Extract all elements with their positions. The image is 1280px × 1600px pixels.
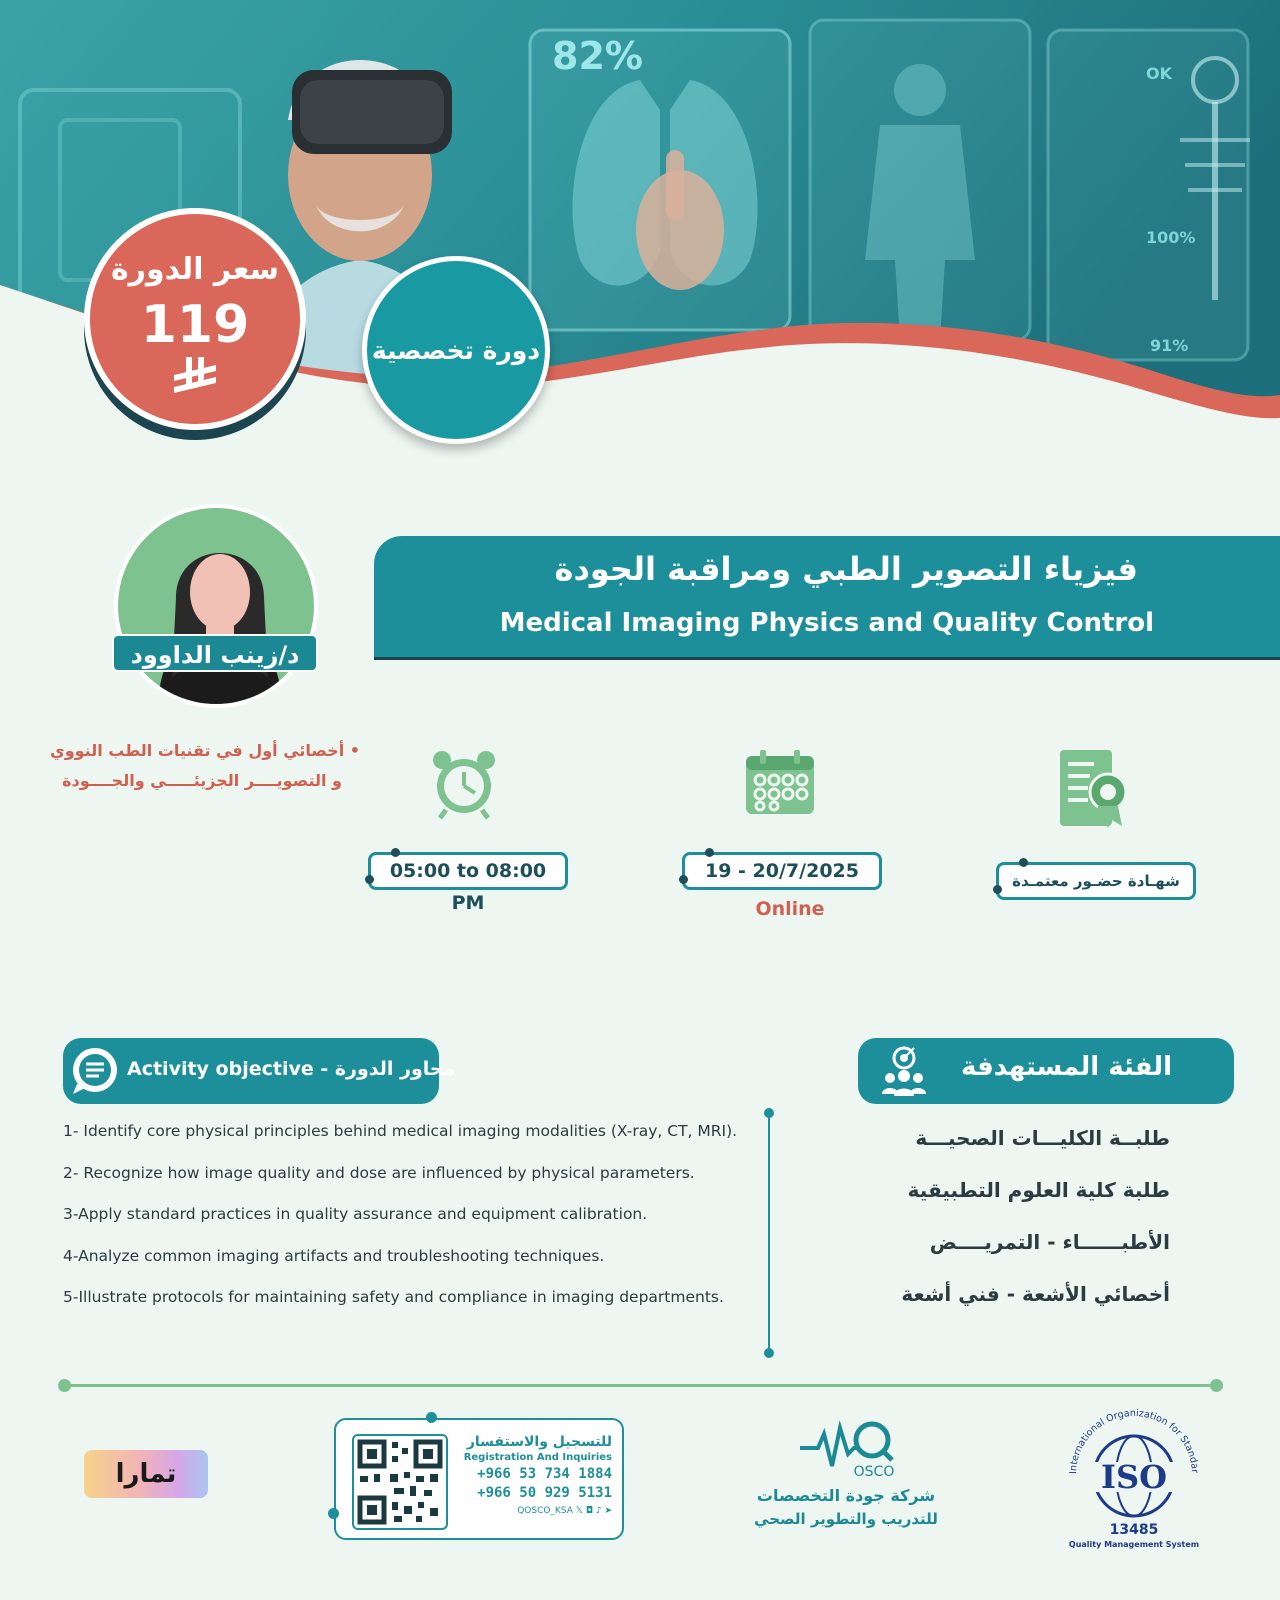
objective-item: 3-Apply standard practices in quality assurance and equipment calibration.: [63, 1205, 648, 1223]
iso-number: 13485: [1109, 1522, 1159, 1538]
audience-header: [858, 1038, 1234, 1104]
qosco-name: شركة جودة التخصصات: [756, 1486, 936, 1505]
qosco-subtitle: للتدريب والتطوير الصحي: [754, 1510, 938, 1528]
objectives-list: [63, 1122, 763, 1330]
social-handle[interactable]: [452, 1506, 612, 1516]
registration-card: [334, 1418, 624, 1540]
bio-line-2: و التصويــــر الجزيئـــــي والجــــودة: [62, 771, 342, 790]
instructor-bio: [50, 736, 360, 796]
qosco-logo: [748, 1410, 944, 1540]
certificate-icon: [1058, 748, 1130, 830]
footer-divider: [64, 1384, 1218, 1387]
social-icons: 𝕏 ◘ ♪ ➤: [575, 1506, 612, 1516]
audience-title: الفئة المستهدفة: [961, 1052, 1172, 1082]
time-box: 05:00 to 08:00 PM: [368, 852, 568, 890]
audience-item: طلبــة الكليـــات الصحيـــة: [915, 1126, 1170, 1150]
divider-dot: [764, 1108, 774, 1118]
audience-item: الأطبــــــاء - التمريــــض: [929, 1230, 1170, 1254]
audience-list: [860, 1126, 1170, 1334]
date-box: 19 - 20/7/2025: [682, 852, 882, 890]
target-audience-icon: [876, 1044, 932, 1100]
audience-item: أخصائي الأشعة - فني أشعة: [901, 1282, 1170, 1306]
chat-bubble-icon: [69, 1046, 121, 1096]
section-divider: [768, 1110, 770, 1354]
course-title-banner: [374, 536, 1280, 660]
qosco-pulse-icon: [748, 1410, 944, 1484]
registration-title-arabic: للتسجيل والاستفسار: [466, 1434, 612, 1450]
course-title-english: Medical Imaging Physics and Quality Control: [499, 608, 1154, 638]
registration-title-english: Registration And Inquiries: [463, 1452, 612, 1463]
delivery-mode: Online: [755, 898, 825, 920]
footer-dot: [58, 1379, 71, 1392]
iso-logo-text: ISO: [1101, 1458, 1167, 1496]
price-value: 119: [140, 295, 250, 355]
tamara-payment-logo: تمارا: [84, 1450, 208, 1498]
qr-code-icon: [354, 1436, 446, 1528]
footer-dot: [1210, 1379, 1223, 1392]
riyal-icon: [170, 355, 220, 399]
objective-item: 2- Recognize how image quality and dose are influenced by physical parameters.: [63, 1163, 695, 1182]
phone-number-2[interactable]: +966 50 929 5131: [477, 1485, 612, 1501]
iso-ring-text: International Organization for Standar: [1067, 1407, 1201, 1475]
card-dot: [328, 1508, 339, 1519]
objective-item: 4-Analyze common imaging artifacts and troubleshooting techniques.: [63, 1246, 605, 1265]
phone-number-1[interactable]: +966 53 734 1884: [477, 1466, 612, 1482]
audience-item: طلبة كلية العلوم التطبيقية: [907, 1178, 1170, 1202]
objective-item: 5-Illustrate protocols for maintaining safety and compliance in imaging departments.: [63, 1288, 724, 1306]
instructor-name: د/زينب الداوود: [112, 634, 318, 672]
iso-subtitle: Quality Management System: [1068, 1540, 1200, 1549]
bio-line-1-text: أخصائي أول في تقنيات الطب النووي: [50, 741, 345, 760]
registration-info: [452, 1434, 612, 1516]
instructor-avatar: [114, 504, 318, 708]
divider-dot: [764, 1348, 774, 1358]
certificate-box: شهـادة حضـور معتمـدة: [996, 862, 1196, 900]
hero-percent-100: 100%: [1146, 228, 1196, 247]
price-label: سعر الدورة: [110, 252, 280, 287]
objectives-header: [63, 1038, 456, 1104]
qr-code[interactable]: [352, 1434, 448, 1530]
bio-line-1: [50, 736, 360, 766]
social-handle-text: QOSCO_KSA: [517, 1506, 573, 1516]
course-title-arabic: فيزياء التصوير الطبي ومراقبة الجودة: [554, 550, 1138, 588]
objectives-title: Activity objective - محاور الدورة: [127, 1058, 456, 1080]
objective-item: 1- Identify core physical principles behind medical imaging modalities (X-ray, CT, MRI).: [63, 1122, 738, 1140]
instructor-illustration: [118, 508, 318, 708]
hero-percent-82: 82%: [552, 34, 643, 78]
bullet-icon: •: [344, 741, 360, 760]
qosco-logo-text: OSCO: [853, 1464, 895, 1480]
price-badge: [84, 208, 306, 430]
iso-globe-icon: [1064, 1404, 1204, 1522]
iso-certification-logo: [1064, 1404, 1204, 1554]
course-type-badge: دورة تخصصية: [362, 256, 550, 444]
calendar-icon: [744, 748, 816, 816]
card-dot: [426, 1412, 437, 1423]
hero-percent-91: 91%: [1150, 336, 1189, 355]
hero-ok-label: OK: [1146, 64, 1172, 83]
alarm-clock-icon: [428, 748, 500, 820]
